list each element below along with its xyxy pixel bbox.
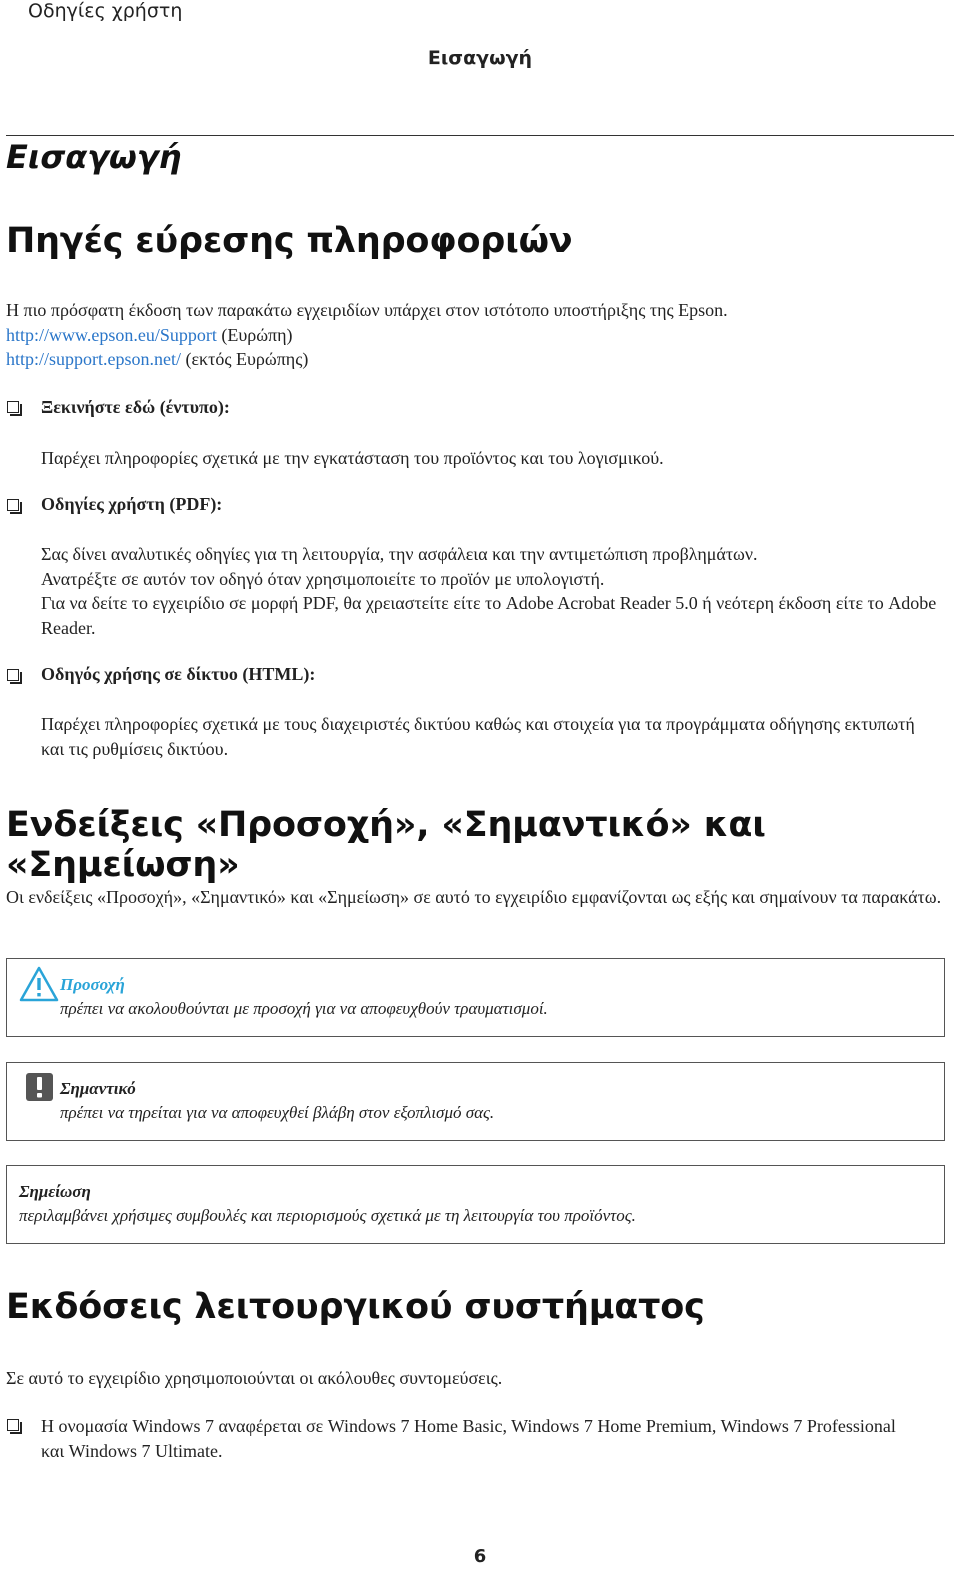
note-text: περιλαμβάνει χρήσιμες συμβουλές και περιορισμούς σχετικά με τη λειτουργία του προϊόντος. <box>19 1206 636 1225</box>
note-box <box>6 1165 945 1244</box>
support-link-other-suffix: (εκτός Ευρώπης) <box>181 349 309 369</box>
header-divider <box>6 135 954 136</box>
important-title: Σημαντικό <box>60 1079 136 1098</box>
checkbox-bullet-icon <box>7 499 19 511</box>
manual-start-here-line: Παρέχει πληροφορίες σχετικά με την εγκατάσταση του προϊόντος και του λογισμικού. <box>41 448 664 468</box>
support-link-row-other <box>6 347 950 372</box>
manual-start-here-title: Ξεκινήστε εδώ (έντυπο): <box>41 397 230 417</box>
page-number: 6 <box>473 1546 487 1567</box>
support-link-row-europe <box>6 323 950 348</box>
warning-triangle-icon <box>19 966 59 1002</box>
support-link-europe-suffix: (Ευρώπη) <box>216 324 293 345</box>
manual-user-guide-line: Για να δείτε το εγχειρίδιο σε μορφή PDF, θα χρειαστείτε είτε το Adobe Acrobat Reader 5.0 ή νεότερη έκδοση είτε το Adobe Reader. <box>41 593 937 638</box>
support-link-other[interactable]: http://support.epson.net/ <box>6 349 181 369</box>
os-windows7-item: Η ονομασία Windows 7 αναφέρεται σε Windows 7 Home Basic, Windows 7 Home Premium, Windows 7 Professional και Windows 7 Ultimate. <box>41 1416 896 1461</box>
manual-user-guide-line: Σας δίνει αναλυτικές οδηγίες για τη λειτουργία, την ασφάλεια και την αντιμετώπιση προβλημάτων. <box>41 544 758 564</box>
sources-intro-text: Η πιο πρόσφατη έκδοση των παρακάτω εγχειριδίων υπάρχει στον ιστότοπο υποστήριξης της Epson. <box>6 300 728 320</box>
sources-heading: Πηγές εύρεσης πληροφοριών <box>6 221 573 261</box>
note-title: Σημείωση <box>19 1182 91 1201</box>
caution-box <box>6 958 945 1037</box>
os-heading: Εκδόσεις λειτουργικού συστήματος <box>6 1287 705 1327</box>
indications-intro: Οι ενδείξεις «Προσοχή», «Σημαντικό» και «Σημείωση» σε αυτό το εγχειρίδιο εμφανίζονται ως εξής και σημαίνουν τα παρακάτω. <box>6 887 942 907</box>
caution-text: πρέπει να ακολουθούνται με προσοχή για να αποφευχθούν τραυματισμοί. <box>60 999 548 1018</box>
manual-network-guide-desc <box>41 712 941 761</box>
checkbox-bullet-icon <box>7 1419 19 1431</box>
manual-start-here-desc <box>41 446 941 471</box>
manual-network-guide-title: Οδηγός χρήσης σε δίκτυο (HTML): <box>41 664 316 684</box>
important-box <box>6 1062 945 1141</box>
checkbox-bullet-icon <box>7 401 19 413</box>
checkbox-bullet-icon <box>7 669 19 681</box>
section-header: Εισαγωγή <box>427 47 533 69</box>
indications-heading: Ενδείξεις «Προσοχή», «Σημαντικό» και «Σημείωση» <box>6 805 766 885</box>
os-intro: Σε αυτό το εγχειρίδιο χρησιμοποιούνται οι ακόλουθες συντομεύσεις. <box>6 1368 503 1388</box>
exclamation-icon <box>25 1072 54 1102</box>
support-link-europe[interactable]: http://www.epson.eu/Support <box>6 324 217 345</box>
sources-intro <box>6 298 950 372</box>
chapter-title: Εισαγωγή <box>6 138 182 176</box>
manual-network-guide-line: Παρέχει πληροφορίες σχετικά με τους διαχειριστές δικτύου καθώς και στοιχεία για τα προγράμματα οδήγησης εκτυπωτή και τις ρυθμίσεις δικτύου. <box>41 714 915 759</box>
manual-user-guide-desc <box>41 542 941 640</box>
important-text: πρέπει να τηρείται για να αποφευχθεί βλάβη στον εξοπλισμό σας. <box>60 1103 495 1122</box>
manual-user-guide-title: Οδηγίες χρήστη (PDF): <box>41 494 223 514</box>
running-header: Οδηγίες χρήστη <box>28 0 183 22</box>
manual-user-guide-line: Ανατρέξτε σε αυτόν τον οδηγό όταν χρησιμοποιείτε το προϊόν με υπολογιστή. <box>41 568 605 589</box>
caution-title: Προσοχή <box>60 975 125 994</box>
